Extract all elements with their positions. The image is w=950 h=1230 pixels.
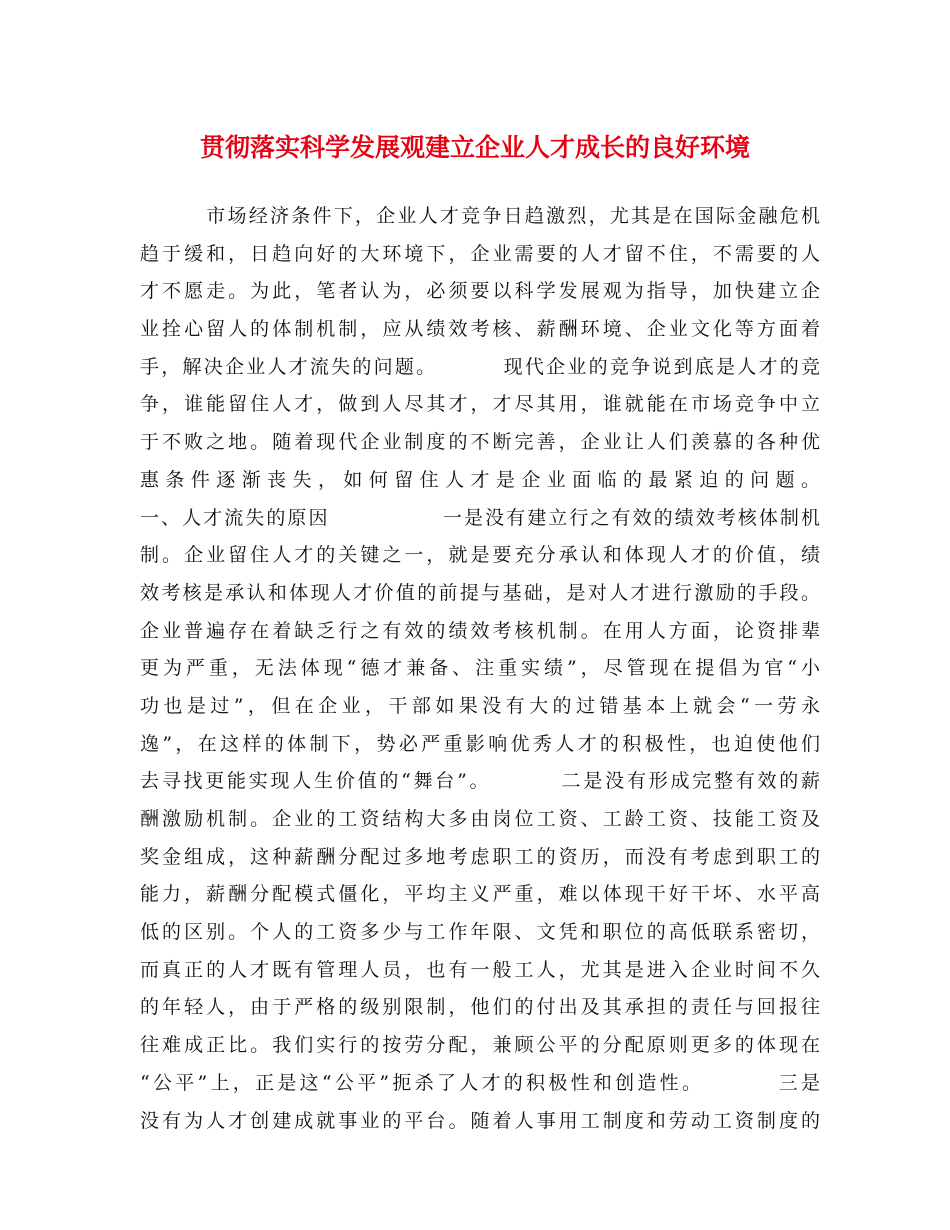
text-line: 没有为人才创建成就事业的平台。随着人事用工制度和劳动工资制度的 (140, 1109, 820, 1132)
text-line: 于不败之地。随着现代企业制度的不断完善，企业让人们羡慕的各种优 (140, 431, 820, 454)
text-line: 功也是过”，但在企业，干部如果没有大的过错基本上就会“一劳永 (140, 694, 820, 717)
text-line: 去寻找更能实现人生价值的“舞台”。 二是没有形成完整有效的薪 (140, 770, 820, 793)
text-line: 而真正的人才既有管理人员，也有一般工人，尤其是进入企业时间不久 (140, 958, 820, 981)
text-line: 手，解决企业人才流失的问题。 现代企业的竞争说到底是人才的竞 (140, 355, 820, 378)
text-line: 趋于缓和，日趋向好的大环境下，企业需要的人才留不住，不需要的人 (140, 242, 820, 265)
text-line: 市场经济条件下，企业人才竞争日趋激烈，尤其是在国际金融危机 (140, 205, 820, 227)
text-line: 更为严重，无法体现“德才兼备、注重实绩”，尽管现在提倡为官“小 (140, 657, 820, 680)
text-line: “公平”上，正是这“公平”扼杀了人才的积极性和创造性。 三是 (140, 1071, 820, 1094)
text-line: 逸”，在这样的体制下，势必严重影响优秀人才的积极性，也迫使他们 (140, 732, 820, 755)
text-line: 争，谁能留住人才，做到人尽其才，才尽其用，谁就能在市场竞争中立 (140, 393, 820, 416)
text-line: 才不愿走。为此，笔者认为，必须要以科学发展观为指导，加快建立企 (140, 280, 820, 303)
document-title: 贯彻落实科学发展观建立企业人才成长的良好环境 (199, 133, 750, 162)
text-line: 惠条件逐渐丧失，如何留住人才是企业面临的最紧迫的问题。 (140, 468, 820, 491)
text-line: 往难成正比。我们实行的按劳分配，兼顾公平的分配原则更多的体现在 (140, 1034, 820, 1057)
text-line: 企业普遍存在着缺乏行之有效的绩效考核机制。在用人方面，论资排辈 (140, 619, 820, 642)
text-line: 酬激励机制。企业的工资结构大多由岗位工资、工龄工资、技能工资及 (140, 808, 820, 830)
text-line: 低的区别。个人的工资多少与工作年限、文凭和职位的高低联系密切， (140, 921, 820, 944)
text-line: 奖金组成，这种薪酬分配过多地考虑职工的资历，而没有考虑到职工的 (140, 845, 820, 868)
document-body (140, 198, 820, 1140)
text-line: 制。企业留住人才的关键之一，就是要充分承认和体现人才的价值，绩 (140, 544, 820, 567)
text-line: 一、人才流失的原因 一是没有建立行之有效的绩效考核体制机 (140, 506, 820, 529)
text-line: 能力，薪酬分配模式僵化，平均主义严重，难以体现干好干坏、水平高 (140, 883, 820, 906)
text-line: 效考核是承认和体现人才价值的前提与基础，是对人才进行激励的手段。 (140, 581, 820, 604)
text-line: 的年轻人，由于严格的级别限制，他们的付出及其承担的责任与回报往 (140, 996, 820, 1019)
text-line: 业拴心留人的体制机制，应从绩效考核、薪酬环境、企业文化等方面着 (140, 318, 820, 341)
